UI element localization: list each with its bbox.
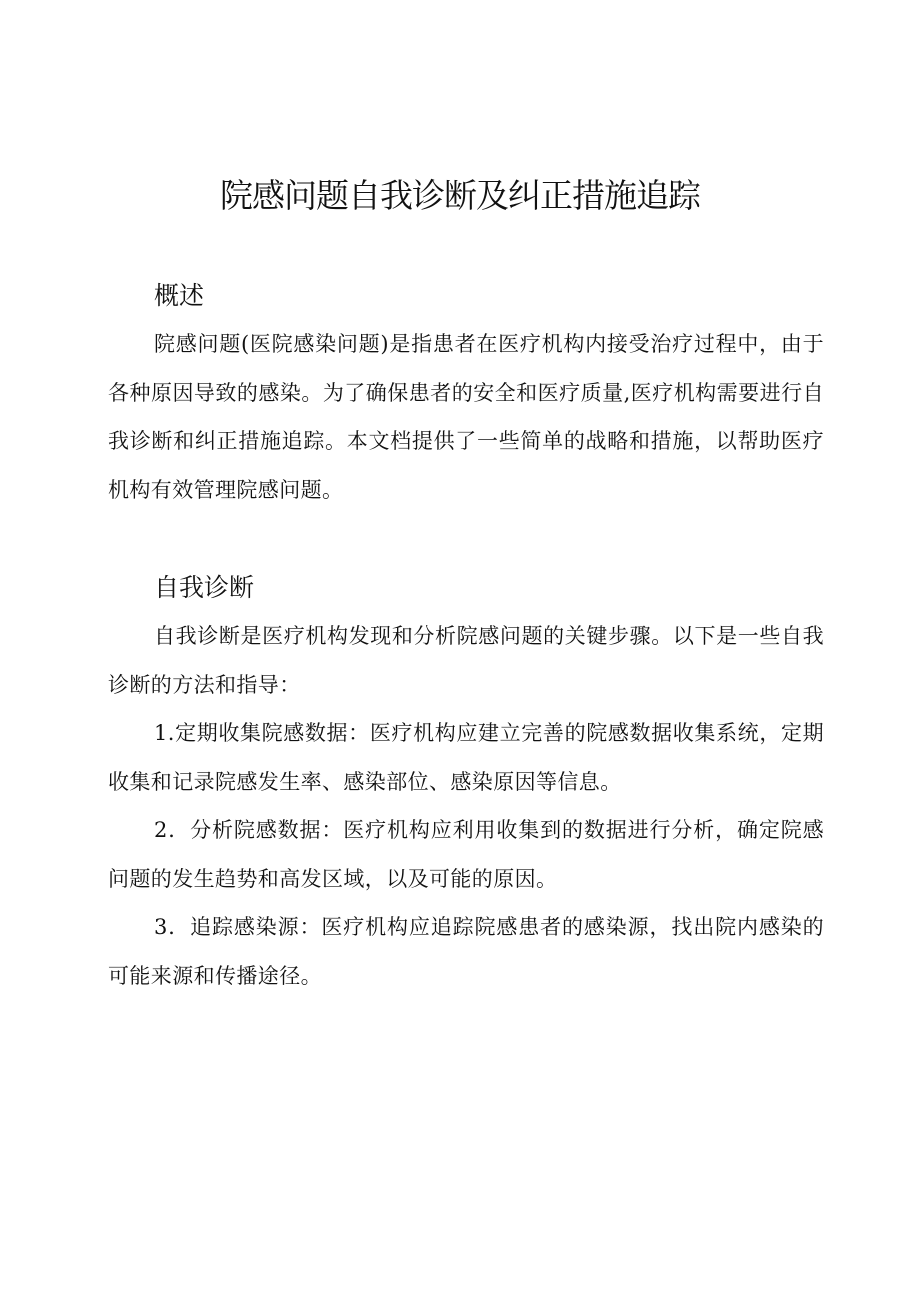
list-item-collect-data: 1.定期收集院感数据：医疗机构应建立完善的院感数据收集系统，定期收集和记录院感发生率、感染部位、感染原因等信息。 (108, 721, 824, 794)
self-diagnosis-intro-paragraph: 自我诊断是医疗机构发现和分析院感问题的关键步骤。以下是一些自我诊断的方法和指导： (108, 624, 824, 697)
list-item-trace-source: 3．追踪感染源：医疗机构应追踪院感患者的感染源，找出院内感染的可能来源和传播途径。 (108, 915, 824, 988)
section-overview (108, 278, 824, 514)
section-heading-overview: 概述 (154, 281, 205, 310)
section-heading-self-diagnosis: 自我诊断 (154, 573, 255, 602)
document-title: 院感问题自我诊断及纠正措施追踪 (220, 176, 700, 215)
section-self-diagnosis (108, 570, 824, 1000)
overview-paragraph: 院感问题(医院感染问题)是指患者在医疗机构内接受治疗过程中，由于各种原因导致的感染。为了确保患者的安全和医疗质量,医疗机构需要进行自我诊断和纠正措施追踪。本文档提供了一些简单的战略和措施，以帮助医疗机构有效管理院感问题。 (108, 332, 824, 502)
list-item-analyze-data: 2．分析院感数据：医疗机构应利用收集到的数据进行分析，确定院感问题的发生趋势和高发区域，以及可能的原因。 (108, 818, 824, 891)
